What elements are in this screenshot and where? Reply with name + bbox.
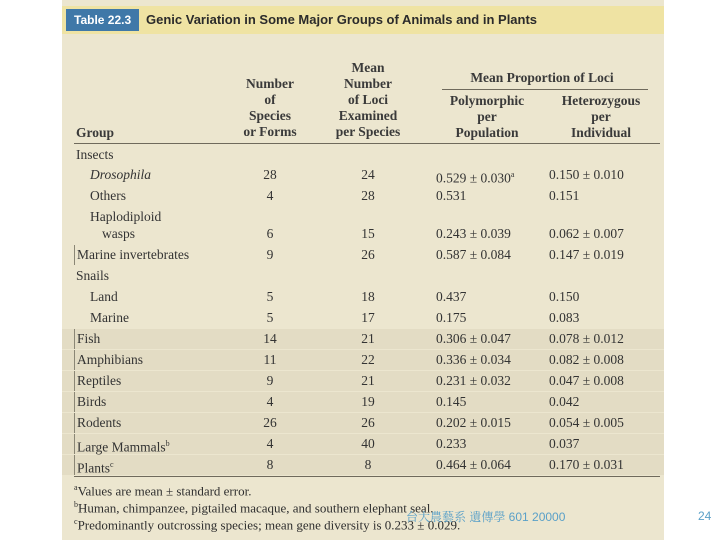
loci-cell: 22 xyxy=(361,352,375,367)
polymorphic-cell: 0.243 ± 0.039 xyxy=(436,226,511,241)
header-species xyxy=(220,76,320,140)
header-group: Group xyxy=(76,125,115,140)
footnote-mark: b xyxy=(74,500,78,509)
group-value: Plants xyxy=(77,460,111,476)
species-cell: 4 xyxy=(266,188,274,203)
loci-cell: 26 xyxy=(361,247,375,262)
heterozygous-cell: 0.078 ± 0.012 xyxy=(549,331,624,346)
group-cell: Snails xyxy=(76,268,110,283)
header-divider xyxy=(442,89,648,90)
header-loci-line: Examined xyxy=(338,108,398,123)
footnote-text: Predominantly outcrossing species; mean gene diversity is 0.233 ± 0.029. xyxy=(77,517,461,533)
group-value: Large Mammals xyxy=(77,439,166,455)
header-rule xyxy=(74,143,660,144)
footnote-mark: c xyxy=(110,460,114,469)
polymorphic-cell: 0.587 ± 0.084 xyxy=(436,247,511,262)
species-cell: 6 xyxy=(266,226,274,241)
watermark-text: 台大農藝系 遺傳學 601 20000 xyxy=(406,510,566,524)
group-cell: Others xyxy=(90,188,126,203)
table-title: Genic Variation in Some Major Groups of Animals and in Plants xyxy=(146,12,538,27)
table-row xyxy=(62,434,664,454)
loci-cell: 21 xyxy=(361,331,375,346)
header-heterozygous xyxy=(545,93,657,141)
heterozygous-cell: 0.147 ± 0.019 xyxy=(549,247,624,262)
species-cell: 11 xyxy=(263,352,277,367)
table-row xyxy=(62,308,664,328)
table-row xyxy=(62,186,664,206)
heterozygous-cell: 0.037 xyxy=(549,436,580,451)
polymorphic-cell: 0.145 xyxy=(436,394,467,409)
table-row xyxy=(62,224,664,244)
table-row xyxy=(62,245,664,265)
heterozygous-cell: 0.150 xyxy=(549,289,580,304)
polymorphic-cell: 0.437 xyxy=(436,289,467,304)
heterozygous-cell: 0.047 ± 0.008 xyxy=(549,373,624,388)
species-cell: 5 xyxy=(266,310,274,325)
group-cell: Amphibians xyxy=(74,350,143,370)
footnote-text: Values are mean ± standard error. xyxy=(77,483,252,499)
group-cell: Reptiles xyxy=(74,371,121,391)
heterozygous-cell: 0.150 ± 0.010 xyxy=(549,167,624,182)
loci-cell: 40 xyxy=(361,436,375,451)
group-cell: Insects xyxy=(76,147,114,162)
footnote-mark: c xyxy=(74,517,78,526)
header-heterozygous-line: Heterozygous xyxy=(561,93,641,108)
header-proportion: Mean Proportion of Loci xyxy=(470,70,614,85)
table-label: Table 22.3 xyxy=(66,9,139,31)
header-polymorphic-line: Population xyxy=(455,125,519,140)
group-cell: Rodents xyxy=(74,413,121,433)
loci-cell: 21 xyxy=(361,373,375,388)
polymorphic-cell xyxy=(436,165,514,185)
header-loci xyxy=(318,60,418,140)
header-species-line: or Forms xyxy=(243,124,297,139)
species-cell: 4 xyxy=(266,394,274,409)
table-scan xyxy=(62,0,664,540)
footnote-mark: a xyxy=(510,170,515,179)
title-bar xyxy=(62,6,664,34)
header-loci-line: per Species xyxy=(335,124,401,139)
heterozygous-cell: 0.042 xyxy=(549,394,580,409)
loci-cell: 26 xyxy=(361,415,375,430)
group-cell: Fish xyxy=(74,329,100,349)
header-polymorphic-line: per xyxy=(477,109,497,124)
species-cell: 5 xyxy=(266,289,274,304)
table-row xyxy=(62,266,664,286)
group-cell: Land xyxy=(90,289,118,304)
heterozygous-cell: 0.151 xyxy=(549,188,580,203)
header-polymorphic-line: Polymorphic xyxy=(449,93,525,108)
group-cell xyxy=(74,455,114,475)
header-species-line: Species xyxy=(249,108,291,123)
footnote-mark: b xyxy=(165,439,170,448)
polymorphic-cell: 0.336 ± 0.034 xyxy=(436,352,511,367)
group-cell: Drosophila xyxy=(90,167,152,182)
header-heterozygous-line: per xyxy=(591,109,611,124)
group-cell: Marine invertebrates xyxy=(74,245,189,265)
footnote xyxy=(74,514,460,533)
heterozygous-cell: 0.170 ± 0.031 xyxy=(549,457,624,472)
polymorphic-cell: 0.464 ± 0.064 xyxy=(436,457,511,472)
table-bottom-rule xyxy=(74,476,660,477)
table-row xyxy=(62,413,664,433)
table-row xyxy=(62,165,664,185)
group-cell xyxy=(74,434,170,454)
polymorphic-cell: 0.531 xyxy=(436,188,467,203)
header-loci-line: of Loci xyxy=(347,92,389,107)
table-row xyxy=(62,371,664,391)
species-cell: 9 xyxy=(266,247,274,262)
header-polymorphic xyxy=(432,93,542,141)
species-cell: 28 xyxy=(263,167,277,182)
polymorphic-cell: 0.231 ± 0.032 xyxy=(436,373,511,388)
table-row xyxy=(62,392,664,412)
header-species-line: of xyxy=(264,92,276,107)
loci-cell: 18 xyxy=(361,289,375,304)
header-loci-line: Number xyxy=(344,76,392,91)
species-cell: 4 xyxy=(266,436,274,451)
loci-cell: 24 xyxy=(361,167,375,182)
loci-cell: 17 xyxy=(361,310,375,325)
table-row xyxy=(62,455,664,475)
polymorphic-cell: 0.175 xyxy=(436,310,467,325)
species-cell: 9 xyxy=(266,373,274,388)
polymorphic-cell: 0.202 ± 0.015 xyxy=(436,415,511,430)
polymorphic-cell: 0.306 ± 0.047 xyxy=(436,331,511,346)
species-cell: 26 xyxy=(263,415,277,430)
heterozygous-cell: 0.082 ± 0.008 xyxy=(549,352,624,367)
polymorphic-cell: 0.233 xyxy=(436,436,467,451)
heterozygous-cell: 0.054 ± 0.005 xyxy=(549,415,624,430)
polymorphic-value: 0.529 ± 0.030 xyxy=(436,170,511,186)
group-cell: wasps xyxy=(102,226,135,241)
table-row xyxy=(62,287,664,307)
table-row xyxy=(62,350,664,370)
species-cell: 8 xyxy=(266,457,274,472)
header-species-line: Number xyxy=(246,76,294,91)
group-cell: Marine xyxy=(90,310,129,325)
group-cell: Birds xyxy=(74,392,106,412)
footnote-text: Human, chimpanzee, pigtailed macaque, and southern elephant seal. xyxy=(78,500,434,516)
loci-cell: 15 xyxy=(361,226,375,241)
header-heterozygous-line: Individual xyxy=(570,125,632,140)
table-row xyxy=(62,329,664,349)
heterozygous-cell: 0.083 xyxy=(549,310,580,325)
loci-cell: 8 xyxy=(364,457,372,472)
species-cell: 14 xyxy=(263,331,277,346)
header-loci-line: Mean xyxy=(351,60,385,75)
loci-cell: 19 xyxy=(361,394,375,409)
footnote-mark: a xyxy=(74,483,78,492)
table-row xyxy=(62,145,664,165)
slide-number: 24 xyxy=(698,509,712,523)
group-cell: Haplodiploid xyxy=(90,209,162,224)
loci-cell: 28 xyxy=(361,188,375,203)
heterozygous-cell: 0.062 ± 0.007 xyxy=(549,226,624,241)
